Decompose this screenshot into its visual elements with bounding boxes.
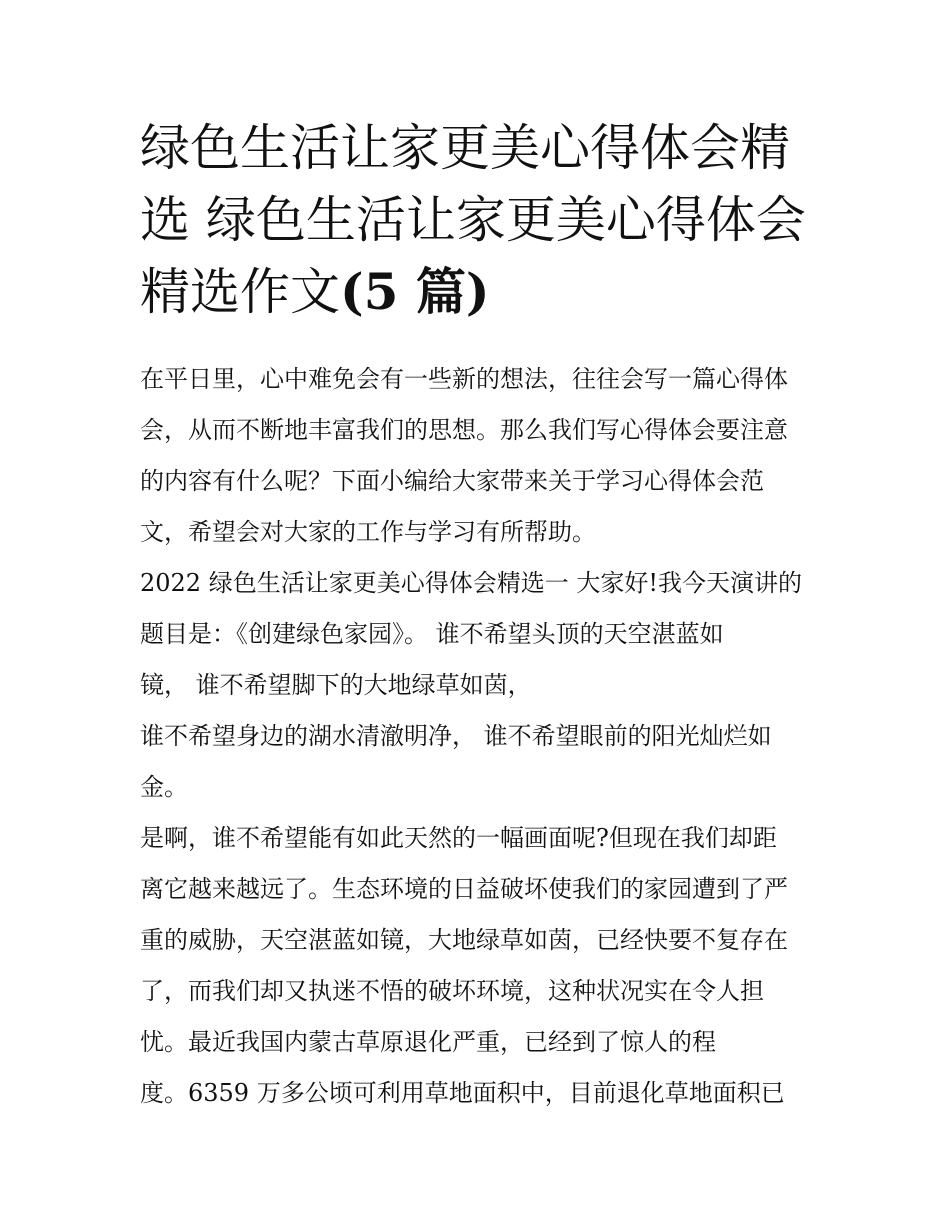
title-line-text: 精选作文 <box>140 263 340 321</box>
paragraph-lake-sunlight <box>140 711 815 813</box>
text-line: 会，从而不断地丰富我们的思想。那么我们写心得体会要注意 <box>140 416 788 444</box>
text-line: 是啊，谁不希望能有如此天然的一幅画面呢?但现在我们却距 <box>140 824 777 852</box>
title-line: 绿色生活让家更美心得体会精 <box>140 119 790 177</box>
title-line: 选 绿色生活让家更美心得体会 <box>140 191 806 249</box>
paragraph-environment <box>140 813 815 1119</box>
text-line: 2022 绿色生活让家更美心得体会精选一 大家好!我今天演讲的 <box>140 569 802 597</box>
paragraph-intro <box>140 354 815 558</box>
text-line: 文，希望会对大家的工作与学习有所帮助。 <box>140 518 596 546</box>
document-title <box>140 112 815 328</box>
text-line: 题目是：《创建绿色家园》。 谁不希望头顶的天空湛蓝如 <box>140 620 724 648</box>
text-line: 金。 <box>140 773 188 801</box>
title-line <box>140 256 815 328</box>
title-count: (5 篇) <box>340 262 490 321</box>
text-line: 谁不希望身边的湖水清澈明净， 谁不希望眼前的阳光灿烂如 <box>140 722 772 750</box>
text-line: 忧。最近我国内蒙古草原退化严重，已经到了惊人的程 <box>140 1028 716 1056</box>
text-line: 的内容有什么呢？下面小编给大家带来关于学习心得体会范 <box>140 467 764 495</box>
text-line: 离它越来越远了。生态环境的日益破坏使我们的家园遭到了严 <box>140 875 788 903</box>
text-line: 在平日里，心中难免会有一些新的想法，往往会写一篇心得体 <box>140 365 788 393</box>
document-body <box>140 354 815 1119</box>
text-line: 镜， 谁不希望脚下的大地绿草如茵， <box>140 671 532 699</box>
paragraph-essay-one-opening <box>140 558 815 711</box>
text-line: 了，而我们却又执迷不悟的破坏环境，这种状况实在令人担 <box>140 977 764 1005</box>
text-line: 重的威胁，天空湛蓝如镜，大地绿草如茵，已经快要不复存在 <box>140 926 788 954</box>
text-line: 度。6359 万多公顷可利用草地面积中，目前退化草地面积已 <box>140 1079 785 1107</box>
